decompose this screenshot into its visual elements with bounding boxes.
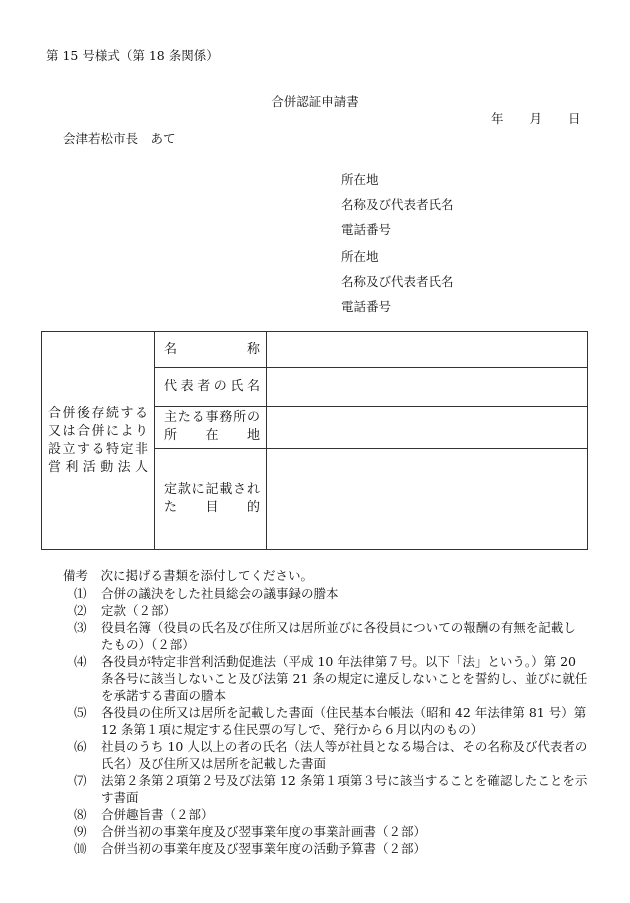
date-day-field[interactable]: 日 [568,111,581,126]
row-label-cell [155,448,267,549]
remarks-item [63,585,588,602]
remarks-heading: 備考 次に掲げる書類を添付してください。 [63,568,314,583]
item-number: ⑴ [74,586,87,601]
main-office-address-label: 主たる事務所の 所 在 地 [164,410,274,444]
applicant-address-label[interactable]: 所在地 [341,249,379,264]
item-number: ⑻ [74,807,87,822]
remarks-item [63,772,588,806]
applicant-address-label[interactable]: 所在地 [341,172,379,187]
surviving-corporation-label: 合併後存続する又は合併により設立する特定非営利活動法人 [48,405,148,475]
row-label-cell [155,368,267,407]
main-office-address-field[interactable] [267,407,588,448]
form-number: 第 15 号様式（第 18 条関係） [46,48,219,63]
item-number: ⑺ [74,773,87,788]
item-number: ⑸ [74,705,87,720]
item-number: ⑶ [74,620,87,635]
applicant-phone-label[interactable]: 電話番号 [341,299,392,314]
articles-purpose-label: 定款に記載された目的 [164,481,260,515]
applicant-phone-label[interactable]: 電話番号 [341,222,392,237]
date-line [491,109,581,127]
applicant-block-1 [341,171,454,246]
item-text: 各役員の住所又は居所を記載した書面（住民基本台帳法（昭和 42 年法律第 81 号）第 12 条第１項に規定する住民票の写しで、発行から６月以内のもの） [101,705,587,737]
item-number: ⑷ [74,654,87,669]
representative-name-label: 代表者の氏名 [164,379,260,395]
row-label-cell [155,407,274,448]
item-text: 合併当初の事業年度及び翌事業年度の事業計画書（２部） [101,824,427,839]
item-number: ⑵ [74,603,87,618]
remarks-item [63,602,588,619]
row-label-cell [155,332,267,368]
name-label: 名 称 [164,341,260,357]
item-text: 役員名簿（役員の氏名及び住所又は居所並びに各役員についての報酬の有無を記載したもの）（２部） [101,620,576,652]
name-value-field[interactable] [267,332,588,368]
remarks-item [63,806,588,823]
remarks-item [63,619,588,653]
item-number: ⑼ [74,824,87,839]
item-text: 社員のうち 10 人以上の者の氏名（法人等が社員となる場合は、その名称及び代表者の氏名）及び住所又は居所を記載した書面 [101,739,588,771]
date-year-field[interactable]: 年 [491,111,504,126]
articles-purpose-field[interactable] [267,448,588,549]
item-text: 法第２条第２項第２号及び法第 12 条第１項第３号に該当することを確認したことを示す書面 [101,773,588,805]
addressee: 会津若松市長 あて [63,131,176,146]
applicant-name-label[interactable]: 名称及び代表者氏名 [341,274,454,289]
remarks-section [63,567,588,857]
item-text: 合併当初の事業年度及び翌事業年度の活動予算書（２部） [101,841,427,856]
document-title: 合併認証申請書 [271,94,359,109]
item-text: 合併の議決をした社員総会の議事録の謄本 [101,586,339,601]
representative-name-field[interactable] [267,368,588,407]
item-text: 合併趣旨書（２部） [101,807,214,822]
applicant-name-label[interactable]: 名称及び代表者氏名 [341,197,454,212]
remarks-item [63,823,588,840]
remarks-item [63,653,588,704]
item-number: ⑽ [74,841,87,856]
item-number: ⑹ [74,739,87,754]
corporation-info-table [41,331,588,550]
remarks-item [63,704,588,738]
applicant-block-2 [341,248,454,323]
remarks-item [63,840,588,857]
table-left-header [42,332,155,550]
item-text: 定款（２部） [101,603,177,618]
remarks-item [63,738,588,772]
item-text: 各役員が特定非営利活動促進法（平成 10 年法律第７号。以下「法」という。）第 20 条各号に該当しないこと及び法第 21 条の規定に違反しないことを誓約し、並びに就任を承諾する書面の謄本 [101,654,588,703]
date-month-field[interactable]: 月 [529,111,543,126]
